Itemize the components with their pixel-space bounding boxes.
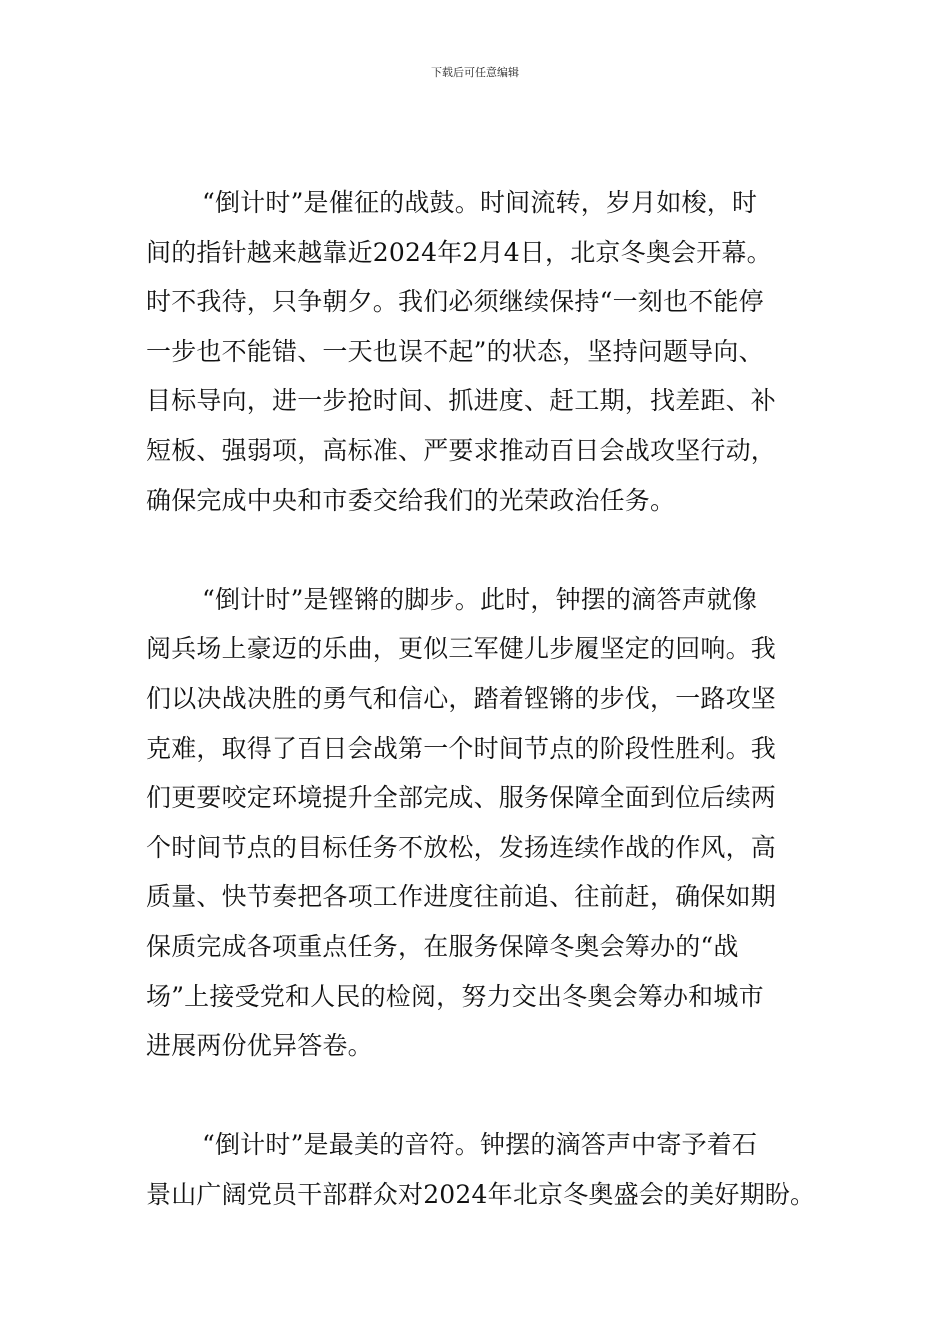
- paragraph-line: 们以决战决胜的勇气和信心，踏着铿锵的步伐，一路攻坚: [146, 683, 777, 713]
- paragraph-line: 进展两份优异答卷。: [146, 1031, 373, 1061]
- paragraph-line: 确保完成中央和市委交给我们的光荣政治任务。: [146, 485, 676, 515]
- document-body: [146, 178, 826, 1219]
- paragraph-3: [146, 1120, 826, 1219]
- paragraph-line: “倒计时”是铿锵的脚步。此时，钟摆的滴答声就像: [202, 584, 758, 614]
- paragraph-line: 景山广阔党员干部群众对2024年北京冬奥盛会的美好期盼。: [146, 1179, 816, 1209]
- paragraph-line: 短板、强弱项，高标准、严要求推动百日会战攻坚行动，: [146, 435, 777, 465]
- paragraph-spacer: [146, 1071, 826, 1121]
- paragraph-line: 阅兵场上豪迈的乐曲，更似三军健儿步履坚定的回响。我: [146, 634, 777, 664]
- paragraph-line: “倒计时”是催征的战鼓。时间流转，岁月如梭，时: [202, 188, 758, 217]
- paragraph-line: 场”上接受党和人民的检阅，努力交出冬奥会筹办和城市: [146, 981, 764, 1011]
- paragraph-line: 质量、快节奏把各项工作进度往前追、往前赶，确保如期: [146, 882, 777, 912]
- paragraph-line: “倒计时”是最美的音符。钟摆的滴答声中寄予着石: [202, 1130, 758, 1160]
- page-header: 下载后可任意编辑: [431, 66, 519, 79]
- paragraph-line: 一步也不能错、一天也误不起”的状态，坚持问题导向、: [146, 336, 764, 366]
- paragraph-2: [146, 575, 826, 1071]
- paragraph-line: 克难，取得了百日会战第一个时间节点的阶段性胜利。我: [146, 733, 777, 763]
- paragraph-line: 间的指针越来越靠近2024年2月4日，北京冬奥会开幕。: [146, 237, 772, 267]
- paragraph-line: 个时间节点的目标任务不放松，发扬连续作战的作风，高: [146, 832, 777, 862]
- paragraph-line: 保质完成各项重点任务，在服务保障冬奥会筹办的“战: [146, 931, 739, 961]
- paragraph-line: 目标导向，进一步抢时间、抓进度、赶工期，找差距、补: [146, 386, 777, 416]
- paragraph-1: [146, 178, 826, 525]
- paragraph-line: 们更要咬定环境提升全部完成、服务保障全面到位后续两: [146, 783, 777, 813]
- paragraph-spacer: [146, 525, 826, 575]
- paragraph-line: 时不我待，只争朝夕。我们必须继续保持“一刻也不能停: [146, 287, 764, 317]
